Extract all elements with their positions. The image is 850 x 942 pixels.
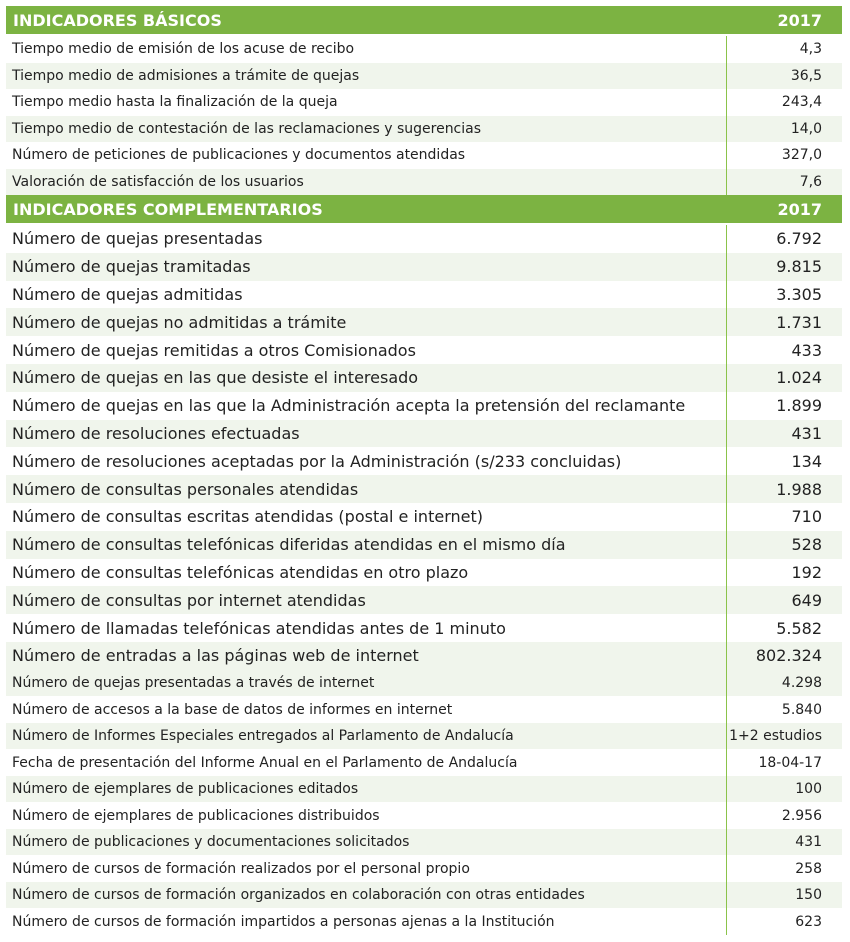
indicator-label: Valoración de satisfacción de los usuarios <box>6 169 726 196</box>
table-row <box>6 882 842 909</box>
indicator-value: 1.731 <box>726 308 842 336</box>
table-row <box>6 142 842 169</box>
indicator-label: Número de consultas escritas atendidas (postal e internet) <box>6 503 726 531</box>
table-row <box>6 447 842 475</box>
basic-indicators-title: INDICADORES BÁSICOS <box>6 6 726 35</box>
table-row <box>6 559 842 587</box>
indicator-label: Número de quejas tramitadas <box>6 253 726 281</box>
indicator-value: 710 <box>726 503 842 531</box>
complementary-indicators-section <box>6 195 842 670</box>
indicator-value: 528 <box>726 531 842 559</box>
table-row <box>6 475 842 503</box>
indicator-value: 623 <box>726 908 842 935</box>
complementary-indicators-year: 2017 <box>726 195 842 224</box>
indicator-label: Número de llamadas telefónicas atendidas antes de 1 minuto <box>6 614 726 642</box>
indicator-label: Tiempo medio de contestación de las reclamaciones y sugerencias <box>6 116 726 143</box>
table-row <box>6 908 842 935</box>
table-row <box>6 35 842 63</box>
indicator-value: 192 <box>726 559 842 587</box>
indicator-label: Número de quejas en las que la Administración acepta la pretensión del reclamante <box>6 392 726 420</box>
complementary-indicators-header <box>6 195 842 224</box>
indicator-value: 4,3 <box>726 35 842 63</box>
complementary-indicators-section-continued <box>6 670 842 935</box>
indicator-value: 134 <box>726 447 842 475</box>
table-row <box>6 224 842 253</box>
table-row <box>6 531 842 559</box>
table-row <box>6 169 842 196</box>
table-row <box>6 614 842 642</box>
table-row <box>6 89 842 116</box>
table-row <box>6 723 842 750</box>
indicator-value: 1.988 <box>726 475 842 503</box>
indicator-value: 4.298 <box>726 670 842 697</box>
indicator-label: Número de cursos de formación organizados en colaboración con otras entidades <box>6 882 726 909</box>
indicator-value: 431 <box>726 420 842 448</box>
indicator-value: 6.792 <box>726 224 842 253</box>
table-row <box>6 586 842 614</box>
table-row <box>6 503 842 531</box>
indicator-value: 100 <box>726 776 842 803</box>
table-row <box>6 749 842 776</box>
table-row <box>6 696 842 723</box>
indicator-value: 5.840 <box>726 696 842 723</box>
indicator-value: 5.582 <box>726 614 842 642</box>
indicator-label: Número de entradas a las páginas web de internet <box>6 642 726 670</box>
indicator-value: 327,0 <box>726 142 842 169</box>
indicator-label: Tiempo medio hasta la finalización de la queja <box>6 89 726 116</box>
complementary-indicators-title: INDICADORES COMPLEMENTARIOS <box>6 195 726 224</box>
indicator-value: 431 <box>726 829 842 856</box>
indicator-label: Número de quejas presentadas <box>6 224 726 253</box>
table-row <box>6 116 842 143</box>
indicator-value: 1+2 estudios <box>726 723 842 750</box>
indicator-label: Número de ejemplares de publicaciones editados <box>6 776 726 803</box>
basic-indicators-year: 2017 <box>726 6 842 35</box>
table-row <box>6 802 842 829</box>
indicator-value: 3.305 <box>726 281 842 309</box>
indicator-label: Número de resoluciones aceptadas por la Administración (s/233 concluidas) <box>6 447 726 475</box>
indicator-value: 802.324 <box>726 642 842 670</box>
indicator-label: Número de quejas presentadas a través de internet <box>6 670 726 697</box>
indicator-label: Número de consultas telefónicas atendidas en otro plazo <box>6 559 726 587</box>
indicator-label: Número de Informes Especiales entregados al Parlamento de Andalucía <box>6 723 726 750</box>
indicator-label: Número de consultas personales atendidas <box>6 475 726 503</box>
indicator-value: 36,5 <box>726 63 842 90</box>
indicator-label: Tiempo medio de admisiones a trámite de quejas <box>6 63 726 90</box>
indicator-label: Número de consultas por internet atendidas <box>6 586 726 614</box>
indicator-label: Número de accesos a la base de datos de informes en internet <box>6 696 726 723</box>
basic-indicators-section <box>6 6 842 195</box>
table-row <box>6 364 842 392</box>
table-row <box>6 308 842 336</box>
indicator-label: Número de consultas telefónicas diferidas atendidas en el mismo día <box>6 531 726 559</box>
indicators-table <box>6 6 842 935</box>
indicator-value: 150 <box>726 882 842 909</box>
indicator-value: 649 <box>726 586 842 614</box>
indicator-value: 1.024 <box>726 364 842 392</box>
indicator-value: 1.899 <box>726 392 842 420</box>
indicator-label: Número de peticiones de publicaciones y documentos atendidas <box>6 142 726 169</box>
indicator-label: Número de quejas no admitidas a trámite <box>6 308 726 336</box>
indicator-label: Número de quejas en las que desiste el interesado <box>6 364 726 392</box>
indicators-table-container <box>6 6 842 935</box>
indicator-label: Número de resoluciones efectuadas <box>6 420 726 448</box>
indicator-value: 243,4 <box>726 89 842 116</box>
table-row <box>6 63 842 90</box>
table-row <box>6 420 842 448</box>
table-row <box>6 281 842 309</box>
table-row <box>6 670 842 697</box>
indicator-value: 18-04-17 <box>726 749 842 776</box>
indicator-label: Número de cursos de formación impartidos a personas ajenas a la Institución <box>6 908 726 935</box>
indicator-value: 7,6 <box>726 169 842 196</box>
table-row <box>6 336 842 364</box>
indicator-value: 433 <box>726 336 842 364</box>
table-row <box>6 392 842 420</box>
indicator-label: Tiempo medio de emisión de los acuse de recibo <box>6 35 726 63</box>
indicator-label: Número de publicaciones y documentaciones solicitados <box>6 829 726 856</box>
indicator-label: Número de quejas remitidas a otros Comisionados <box>6 336 726 364</box>
table-row <box>6 776 842 803</box>
basic-indicators-header <box>6 6 842 35</box>
indicator-label: Número de ejemplares de publicaciones distribuidos <box>6 802 726 829</box>
table-row <box>6 855 842 882</box>
indicator-value: 14,0 <box>726 116 842 143</box>
indicator-value: 258 <box>726 855 842 882</box>
table-row <box>6 829 842 856</box>
table-row <box>6 642 842 670</box>
indicator-value: 2.956 <box>726 802 842 829</box>
indicator-value: 9.815 <box>726 253 842 281</box>
indicator-label: Fecha de presentación del Informe Anual en el Parlamento de Andalucía <box>6 749 726 776</box>
table-row <box>6 253 842 281</box>
indicator-label: Número de quejas admitidas <box>6 281 726 309</box>
indicator-label: Número de cursos de formación realizados por el personal propio <box>6 855 726 882</box>
